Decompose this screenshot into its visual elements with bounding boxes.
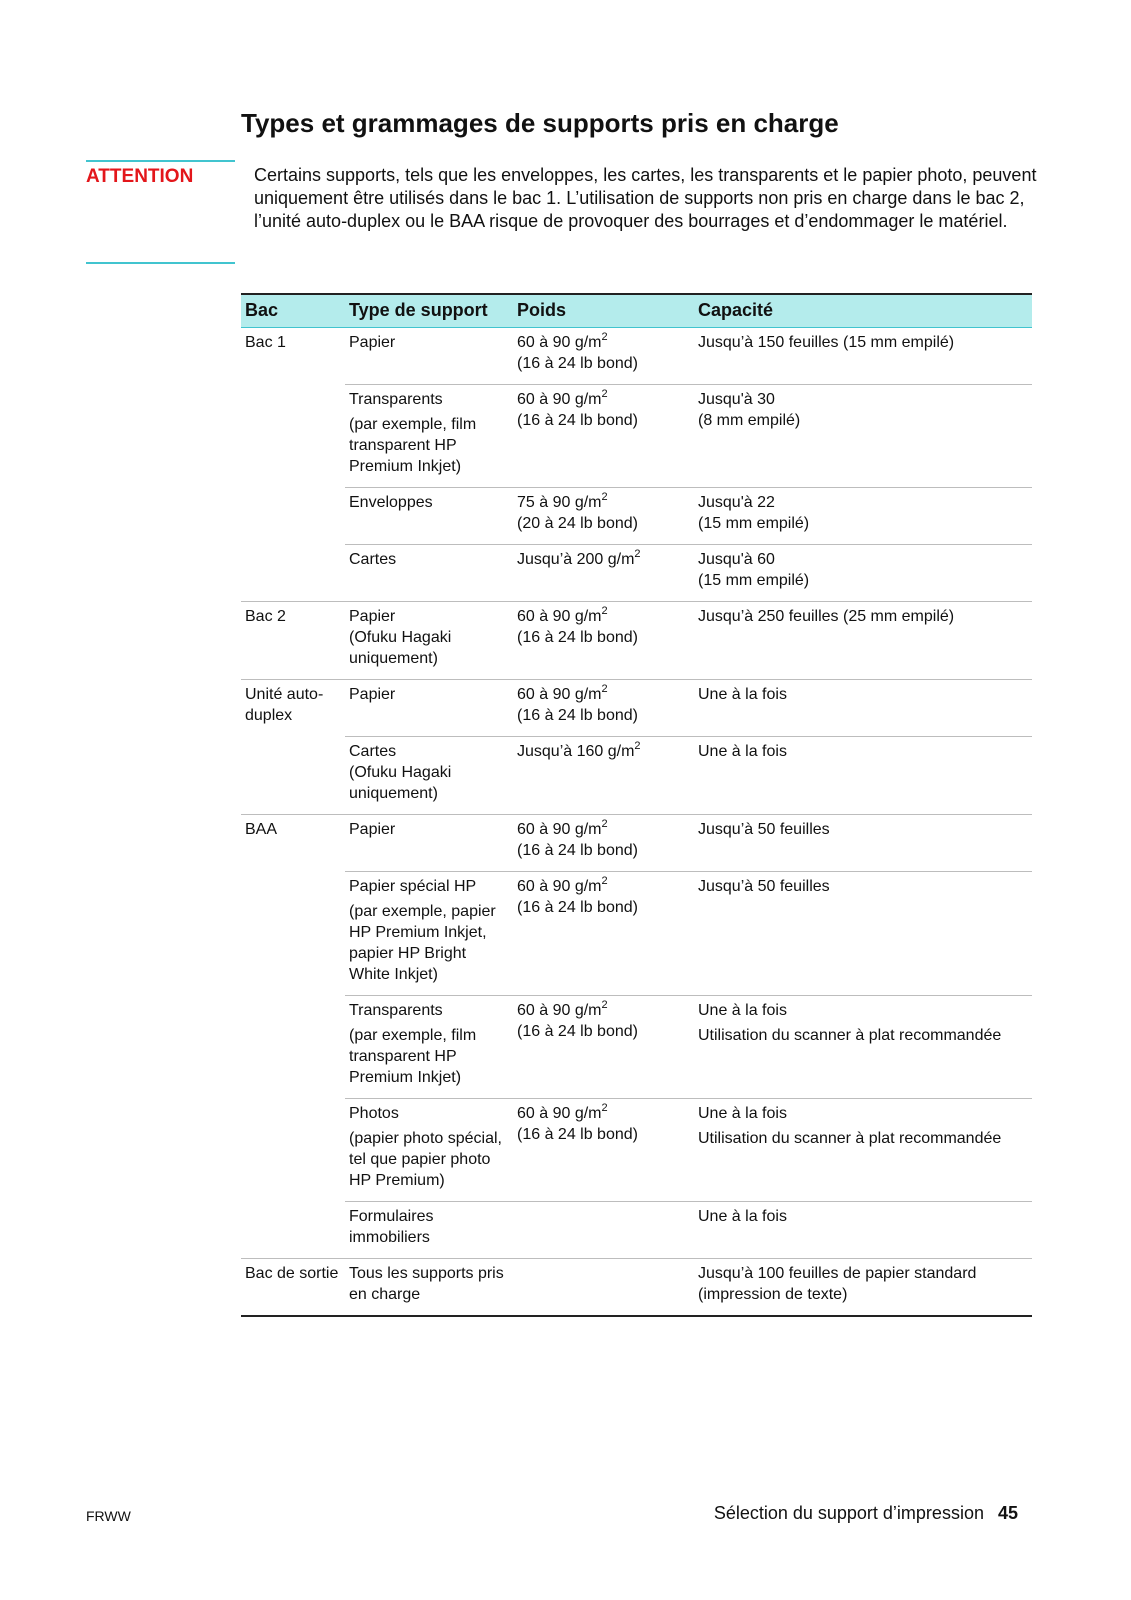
capacity-text: Jusqu'à 60 — [698, 551, 775, 568]
media-type-cell — [345, 545, 513, 602]
media-type-value — [349, 1103, 509, 1124]
header-poids: Poids — [513, 294, 694, 328]
media-type-text: Transparents — [349, 1002, 443, 1019]
capacity-value — [698, 741, 1028, 762]
table-row — [241, 488, 1032, 545]
table-row — [241, 1259, 1032, 1317]
media-type-text: Papier — [349, 608, 396, 625]
capacity-detail: (15 mm empilé) — [698, 515, 810, 532]
weight-value — [517, 389, 690, 410]
weight-text: 60 à 90 g/m — [517, 334, 602, 351]
weight-text: Jusqu’à 200 g/m — [517, 551, 635, 568]
tray-name: Unité auto-duplex — [245, 686, 324, 724]
capacity-cell — [694, 996, 1032, 1099]
weight-cell — [513, 815, 694, 872]
weight-cell — [513, 602, 694, 680]
weight-detail: (16 à 24 lb bond) — [517, 842, 638, 859]
media-type-value — [349, 819, 509, 840]
media-type-value — [349, 492, 509, 513]
media-type-value — [349, 1000, 509, 1021]
weight-text: Jusqu’à 160 g/m — [517, 743, 635, 760]
weight-value — [517, 332, 690, 353]
capacity-text: Une à la fois — [698, 1002, 787, 1019]
weight-text: 60 à 90 g/m — [517, 821, 602, 838]
media-type-cell — [345, 1202, 513, 1259]
footer-page-number: 45 — [997, 1503, 1018, 1523]
media-type-value — [349, 684, 509, 705]
capacity-value — [698, 606, 1028, 627]
weight-detail: (20 à 24 lb bond) — [517, 515, 638, 532]
media-type-text: Papier spécial HP — [349, 878, 477, 895]
weight-text: 60 à 90 g/m — [517, 608, 602, 625]
weight-text: 60 à 90 g/m — [517, 1105, 602, 1122]
capacity-cell — [694, 328, 1032, 385]
weight-text: 60 à 90 g/m — [517, 686, 602, 703]
weight-value — [517, 492, 690, 513]
table-row — [241, 815, 1032, 872]
table-row — [241, 602, 1032, 680]
capacity-value — [698, 1263, 1028, 1305]
weight-detail: (16 à 24 lb bond) — [517, 355, 638, 372]
media-type-value — [349, 549, 509, 570]
capacity-text: Une à la fois — [698, 743, 787, 760]
weight-superscript: 2 — [601, 682, 608, 695]
capacity-cell — [694, 815, 1032, 872]
media-type-cell — [345, 815, 513, 872]
capacity-text: Jusqu’à 50 feuilles — [698, 878, 830, 895]
footer-section-title: Sélection du support d’impression — [713, 1503, 984, 1523]
capacity-value — [698, 1000, 1028, 1021]
table-body — [241, 328, 1032, 1317]
media-type-text: Formulaires immobiliers — [349, 1208, 434, 1246]
weight-detail: (16 à 24 lb bond) — [517, 1023, 638, 1040]
tray-cell — [241, 602, 345, 680]
weight-value — [517, 684, 690, 705]
header-bac: Bac — [241, 294, 345, 328]
table-header-row — [241, 294, 1032, 328]
weight-cell — [513, 737, 694, 815]
weight-superscript: 2 — [601, 1101, 608, 1114]
media-type-cell — [345, 328, 513, 385]
capacity-cell — [694, 737, 1032, 815]
tray-cell — [241, 737, 345, 815]
capacity-text: Une à la fois — [698, 686, 787, 703]
table-row — [241, 545, 1032, 602]
capacity-cell — [694, 602, 1032, 680]
weight-superscript: 2 — [601, 874, 608, 887]
weight-text: 60 à 90 g/m — [517, 391, 602, 408]
tray-name: BAA — [245, 821, 278, 838]
weight-value — [517, 819, 690, 840]
weight-superscript: 2 — [601, 330, 608, 343]
capacity-value — [698, 819, 1028, 840]
media-type-value — [349, 389, 509, 410]
media-type-value — [349, 741, 509, 762]
tray-cell — [241, 385, 345, 488]
weight-cell — [513, 488, 694, 545]
media-type-detail: (par exemple, papier HP Premium Inkjet, papier HP Bright White Inkjet) — [349, 903, 496, 983]
media-type-text: Papier — [349, 686, 396, 703]
capacity-text: Jusqu’à 150 feuilles (15 mm empilé) — [698, 334, 955, 351]
weight-superscript: 2 — [601, 490, 608, 503]
weight-superscript: 2 — [634, 739, 641, 752]
tray-cell — [241, 815, 345, 872]
capacity-cell — [694, 488, 1032, 545]
tray-cell — [241, 996, 345, 1099]
table-row — [241, 872, 1032, 996]
note-bottom-rule — [86, 262, 235, 264]
media-type-cell — [345, 488, 513, 545]
media-type-value — [349, 606, 509, 627]
media-type-cell — [345, 872, 513, 996]
weight-text: 60 à 90 g/m — [517, 878, 602, 895]
tray-cell — [241, 1259, 345, 1317]
table-row — [241, 737, 1032, 815]
weight-detail: (16 à 24 lb bond) — [517, 629, 638, 646]
weight-detail: (16 à 24 lb bond) — [517, 899, 638, 916]
media-type-value — [349, 876, 509, 897]
capacity-value — [698, 332, 1028, 353]
attention-label: ATTENTION — [86, 166, 194, 187]
tray-name: Bac 1 — [245, 334, 286, 351]
weight-cell — [513, 328, 694, 385]
capacity-text: Une à la fois — [698, 1105, 787, 1122]
weight-superscript: 2 — [601, 604, 608, 617]
tray-cell — [241, 1099, 345, 1202]
tray-cell — [241, 872, 345, 996]
weight-cell — [513, 385, 694, 488]
media-type-value — [349, 1263, 509, 1305]
media-type-detail: (par exemple, film transparent HP Premium Inkjet) — [349, 1027, 477, 1086]
media-type-cell — [345, 1099, 513, 1202]
media-type-value — [349, 332, 509, 353]
media-type-cell — [345, 1259, 513, 1317]
weight-cell — [513, 1099, 694, 1202]
capacity-value — [698, 1206, 1028, 1227]
media-type-cell — [345, 996, 513, 1099]
weight-detail: (16 à 24 lb bond) — [517, 412, 638, 429]
note-top-rule — [86, 160, 235, 162]
weight-value — [517, 741, 690, 762]
table-row — [241, 328, 1032, 385]
page-title: Types et grammages de supports pris en charge — [241, 108, 839, 138]
weight-value — [517, 606, 690, 627]
media-type-text: Enveloppes — [349, 494, 433, 511]
media-type-cell — [345, 737, 513, 815]
weight-value — [517, 549, 690, 570]
media-type-detail: (Ofuku Hagaki uniquement) — [349, 629, 452, 667]
table-row — [241, 385, 1032, 488]
capacity-cell — [694, 1259, 1032, 1317]
weight-superscript: 2 — [601, 817, 608, 830]
table-row — [241, 1099, 1032, 1202]
capacity-value — [698, 492, 1028, 513]
tray-cell — [241, 1202, 345, 1259]
footer-doc-code: FRWW — [86, 1508, 131, 1524]
capacity-value — [698, 389, 1028, 410]
header-type: Type de support — [345, 294, 513, 328]
capacity-value — [698, 1103, 1028, 1124]
capacity-detail: (15 mm empilé) — [698, 572, 810, 589]
media-type-text: Papier — [349, 821, 396, 838]
capacity-text: Jusqu’à 50 feuilles — [698, 821, 830, 838]
capacity-value — [698, 876, 1028, 897]
weight-cell — [513, 545, 694, 602]
capacity-text: Jusqu'à 30 — [698, 391, 775, 408]
capacity-value — [698, 549, 1028, 570]
attention-text: Certains supports, tels que les enveloppes, les cartes, les transparents et le papier photo, peuvent uniquement être utilisés dans le bac 1. L’utilisation de supports non pris en charge dans le bac 2, l’unité auto-duplex ou le BAA risque de provoquer des bourrages et d’endommager le matériel. — [254, 165, 1037, 231]
footer-section — [714, 1503, 1018, 1524]
table-row — [241, 1202, 1032, 1259]
tray-cell — [241, 488, 345, 545]
tray-name: Bac 2 — [245, 608, 286, 625]
media-type-detail: (papier photo spécial, tel que papier photo HP Premium) — [349, 1130, 502, 1189]
capacity-cell — [694, 385, 1032, 488]
media-type-text: Tous les supports pris en charge — [349, 1265, 504, 1303]
capacity-detail: Utilisation du scanner à plat recommandée — [698, 1027, 1002, 1044]
capacity-value — [698, 684, 1028, 705]
capacity-cell — [694, 545, 1032, 602]
media-type-text: Cartes — [349, 551, 397, 568]
weight-cell — [513, 1202, 694, 1259]
weight-detail: (16 à 24 lb bond) — [517, 707, 638, 724]
media-type-text: Photos — [349, 1105, 399, 1122]
weight-detail: (16 à 24 lb bond) — [517, 1126, 638, 1143]
weight-superscript: 2 — [601, 998, 608, 1011]
capacity-text: Une à la fois — [698, 1208, 787, 1225]
weight-superscript: 2 — [634, 547, 641, 560]
weight-value — [517, 1103, 690, 1124]
tray-cell — [241, 680, 345, 737]
tray-cell — [241, 328, 345, 385]
tray-name: Bac de sortie — [245, 1265, 339, 1282]
capacity-detail: (8 mm empilé) — [698, 412, 801, 429]
capacity-cell — [694, 1099, 1032, 1202]
weight-cell — [513, 872, 694, 996]
media-type-detail: (Ofuku Hagaki uniquement) — [349, 764, 452, 802]
tray-cell — [241, 545, 345, 602]
capacity-text: Jusqu’à 250 feuilles (25 mm empilé) — [698, 608, 955, 625]
media-type-text: Papier — [349, 334, 396, 351]
media-type-cell — [345, 602, 513, 680]
weight-text: 75 à 90 g/m — [517, 494, 602, 511]
weight-cell — [513, 680, 694, 737]
media-type-cell — [345, 385, 513, 488]
table-row — [241, 680, 1032, 737]
media-type-cell — [345, 680, 513, 737]
table-row — [241, 996, 1032, 1099]
weight-cell — [513, 1259, 694, 1317]
header-capacite: Capacité — [694, 294, 1032, 328]
capacity-cell — [694, 1202, 1032, 1259]
weight-cell — [513, 996, 694, 1099]
media-table — [241, 293, 1032, 1317]
capacity-text: Jusqu'à 22 — [698, 494, 775, 511]
media-type-value — [349, 1206, 509, 1248]
media-type-detail: (par exemple, film transparent HP Premium Inkjet) — [349, 416, 477, 475]
capacity-cell — [694, 680, 1032, 737]
capacity-text: Jusqu’à 100 feuilles de papier standard (impression de texte) — [698, 1265, 977, 1303]
media-type-text: Transparents — [349, 391, 443, 408]
capacity-cell — [694, 872, 1032, 996]
weight-superscript: 2 — [601, 387, 608, 400]
weight-text: 60 à 90 g/m — [517, 1002, 602, 1019]
media-type-text: Cartes — [349, 743, 397, 760]
weight-value — [517, 1000, 690, 1021]
capacity-detail: Utilisation du scanner à plat recommandée — [698, 1130, 1002, 1147]
weight-value — [517, 876, 690, 897]
